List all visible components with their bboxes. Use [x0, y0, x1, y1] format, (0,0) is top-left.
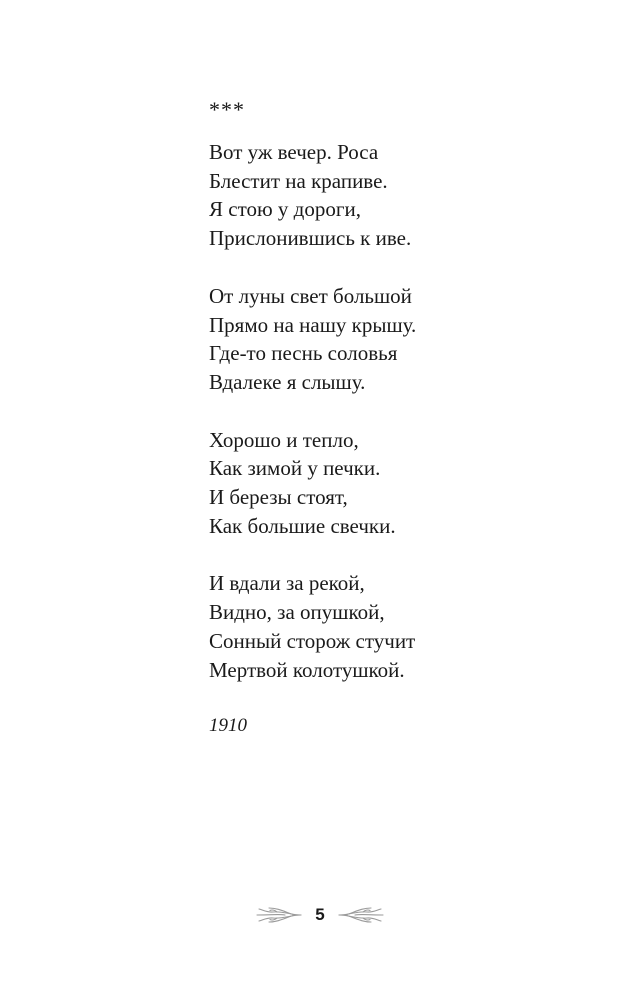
poem-line: Где-то песнь соловья — [209, 341, 398, 366]
poem-line: Вдалеке я слышу. — [209, 369, 366, 394]
floral-swirl-right-icon — [337, 905, 385, 925]
poem-line: Как зимой у печки. — [209, 456, 381, 481]
stanza-2 — [209, 282, 589, 397]
poem-line: Прислонившись к иве. — [209, 226, 412, 251]
poem-line: Хорошо и тепло, — [209, 427, 359, 452]
poem-line: Прямо на нашу крышу. — [209, 312, 417, 337]
poem-line: От луны свет большой — [209, 283, 412, 308]
poem-line: Блестит на крапиве. — [209, 168, 388, 193]
poem-line: Как большие свечки. — [209, 513, 396, 538]
stanza-1 — [209, 138, 589, 253]
poem-asterism: *** — [209, 97, 245, 122]
poem — [209, 96, 589, 739]
page-footer — [0, 900, 640, 930]
poem-line: Мертвой колотушкой. — [209, 657, 405, 682]
floral-swirl-left-icon — [255, 905, 303, 925]
poem-line: Видно, за опушкой, — [209, 600, 385, 625]
stanza-3 — [209, 426, 589, 541]
poem-line: Вот уж вечер. Роса — [209, 140, 379, 164]
poem-line: И вдали за рекой, — [209, 571, 365, 596]
poem-year: 1910 — [209, 715, 247, 737]
page-number: 5 — [315, 905, 325, 924]
stanza-4 — [209, 569, 589, 684]
poem-line: Сонный сторож стучит — [209, 628, 416, 653]
poem-line: И березы стоят, — [209, 485, 348, 510]
poem-line: Я стою у дороги, — [209, 197, 361, 222]
